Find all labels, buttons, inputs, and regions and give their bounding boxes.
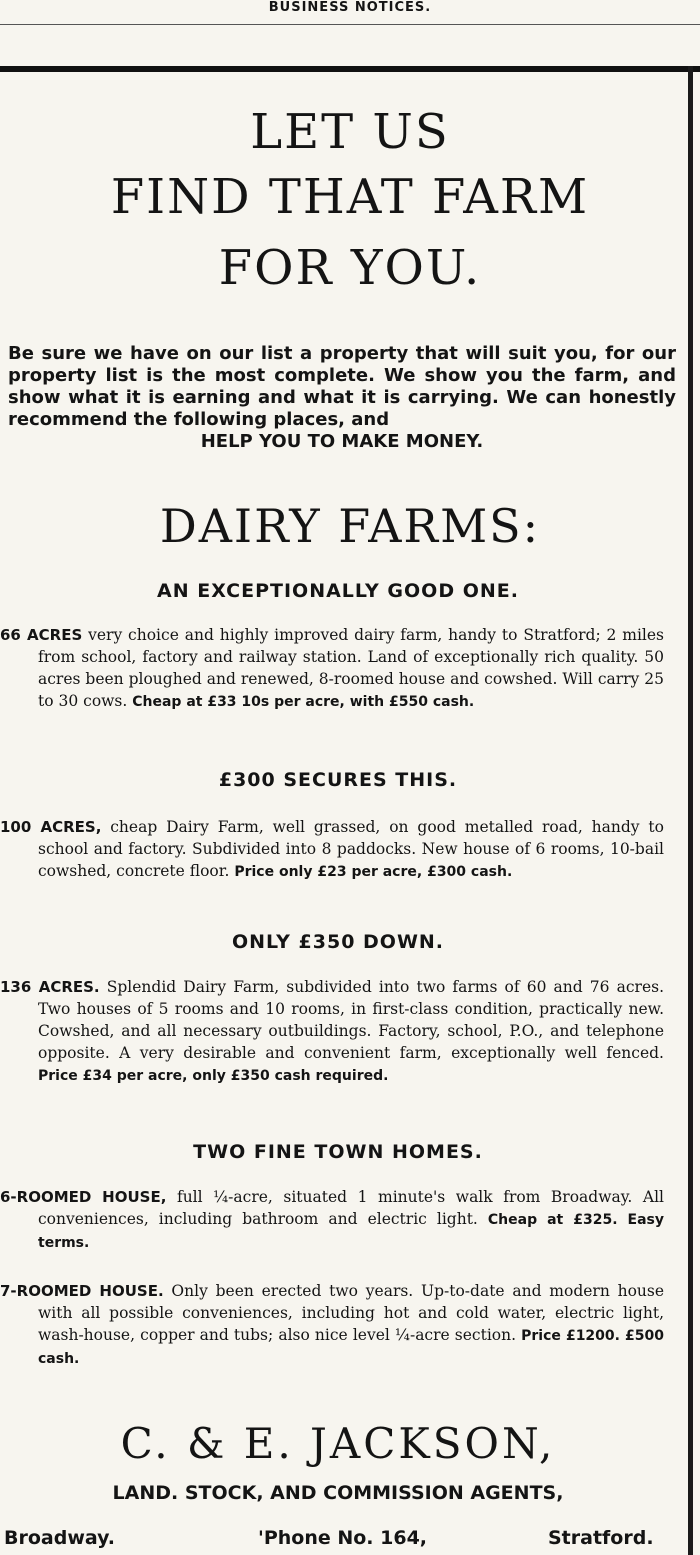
firm-contact-line <box>4 1524 664 1552</box>
listing-4-text: full ¼-acre, situated 1 minute's walk from Broadway. All conveniences, including bathroom and electric light. <box>38 1188 665 1228</box>
listing-5-text: Only been erected two years. Up-to-date and modern house with all possible conveniences, including hot and cold water, electric light, wash-house, copper and tubs; also nice level ¼-acre section. <box>38 1282 665 1344</box>
firm-name: C. & E. JACKSON, <box>120 1419 556 1468</box>
header-rule <box>0 24 700 25</box>
listing-1 <box>0 624 664 713</box>
ad-border-top <box>0 66 700 72</box>
intro-closing: HELP YOU TO MAKE MONEY. <box>200 431 484 452</box>
headline-line-2: FIND THAT FARM <box>110 169 590 225</box>
firm-address: Broadway. <box>4 1527 115 1549</box>
listing-2-lead: 100 ACRES, <box>0 818 102 836</box>
listing-4-price: Cheap at £325. Easy terms. <box>38 1212 664 1251</box>
listing-2-subheading: £300 SECURES THIS. <box>218 769 458 791</box>
firm-phone: 'Phone No. 164, <box>258 1527 428 1549</box>
listing-4 <box>0 1186 664 1254</box>
listing-3-text: Splendid Dairy Farm, subdivided into two farms of 60 and 76 acres. Two houses of 5 rooms and 10 rooms, in first-class condition, practically new. Cowshed, and all necessary outbuildings. Factory, school, P.O., and telephone opposite. A very desirable and convenient farm, exceptionally well fenced. <box>38 978 665 1062</box>
town-homes-subheading: TWO FINE TOWN HOMES. <box>193 1141 483 1163</box>
firm-description: LAND. STOCK, AND COMMISSION AGENTS, <box>112 1482 564 1504</box>
listing-2 <box>0 816 664 883</box>
dairy-farms-heading: DAIRY FARMS: <box>159 499 541 553</box>
intro-body: Be sure we have on our list a property that will suit you, for our property list is the most complete. We show you the farm, and show what it is earning and what it is carrying. We can honestly recommend the following places, and <box>8 343 676 430</box>
listing-3-price: Price £34 per acre, only £350 cash required. <box>38 1068 389 1084</box>
listing-5-price: Price £1200. £500 cash. <box>38 1328 664 1367</box>
headline-line-1: LET US <box>250 104 450 160</box>
listing-2-text: cheap Dairy Farm, well grassed, on good metalled road, handy to school and factory. Subdivided into 8 paddocks. New house of 6 rooms, 10-bail cowshed, concrete floor. <box>38 818 664 880</box>
section-header: BUSINESS NOTICES. <box>268 0 432 15</box>
listing-3-subheading: ONLY £350 DOWN. <box>231 931 445 953</box>
listing-1-text: very choice and highly improved dairy farm, handy to Stratford; 2 miles from school, factory and railway station. Land of exceptionally rich quality. 50 acres been ploughed and renewed, 8-roomed house and cowshed. Will carry 25 to 30 cows. <box>38 626 664 710</box>
listing-5 <box>0 1280 664 1370</box>
listing-3 <box>0 976 664 1087</box>
listing-1-lead: 66 ACRES <box>0 626 83 644</box>
listing-5-lead: 7-ROOMED HOUSE. <box>0 1282 164 1300</box>
listing-2-price: Price only £23 per acre, £300 cash. <box>234 864 513 880</box>
listing-1-subheading: AN EXCEPTIONALLY GOOD ONE. <box>157 580 519 602</box>
firm-town: Stratford. <box>548 1527 654 1549</box>
listing-3-lead: 136 ACRES. <box>0 978 100 996</box>
headline-line-3: FOR YOU. <box>218 240 482 296</box>
intro-paragraph <box>8 343 676 453</box>
listing-1-price: Cheap at £33 10s per acre, with £550 cash. <box>132 694 475 710</box>
listing-4-lead: 6-ROOMED HOUSE, <box>0 1188 167 1206</box>
